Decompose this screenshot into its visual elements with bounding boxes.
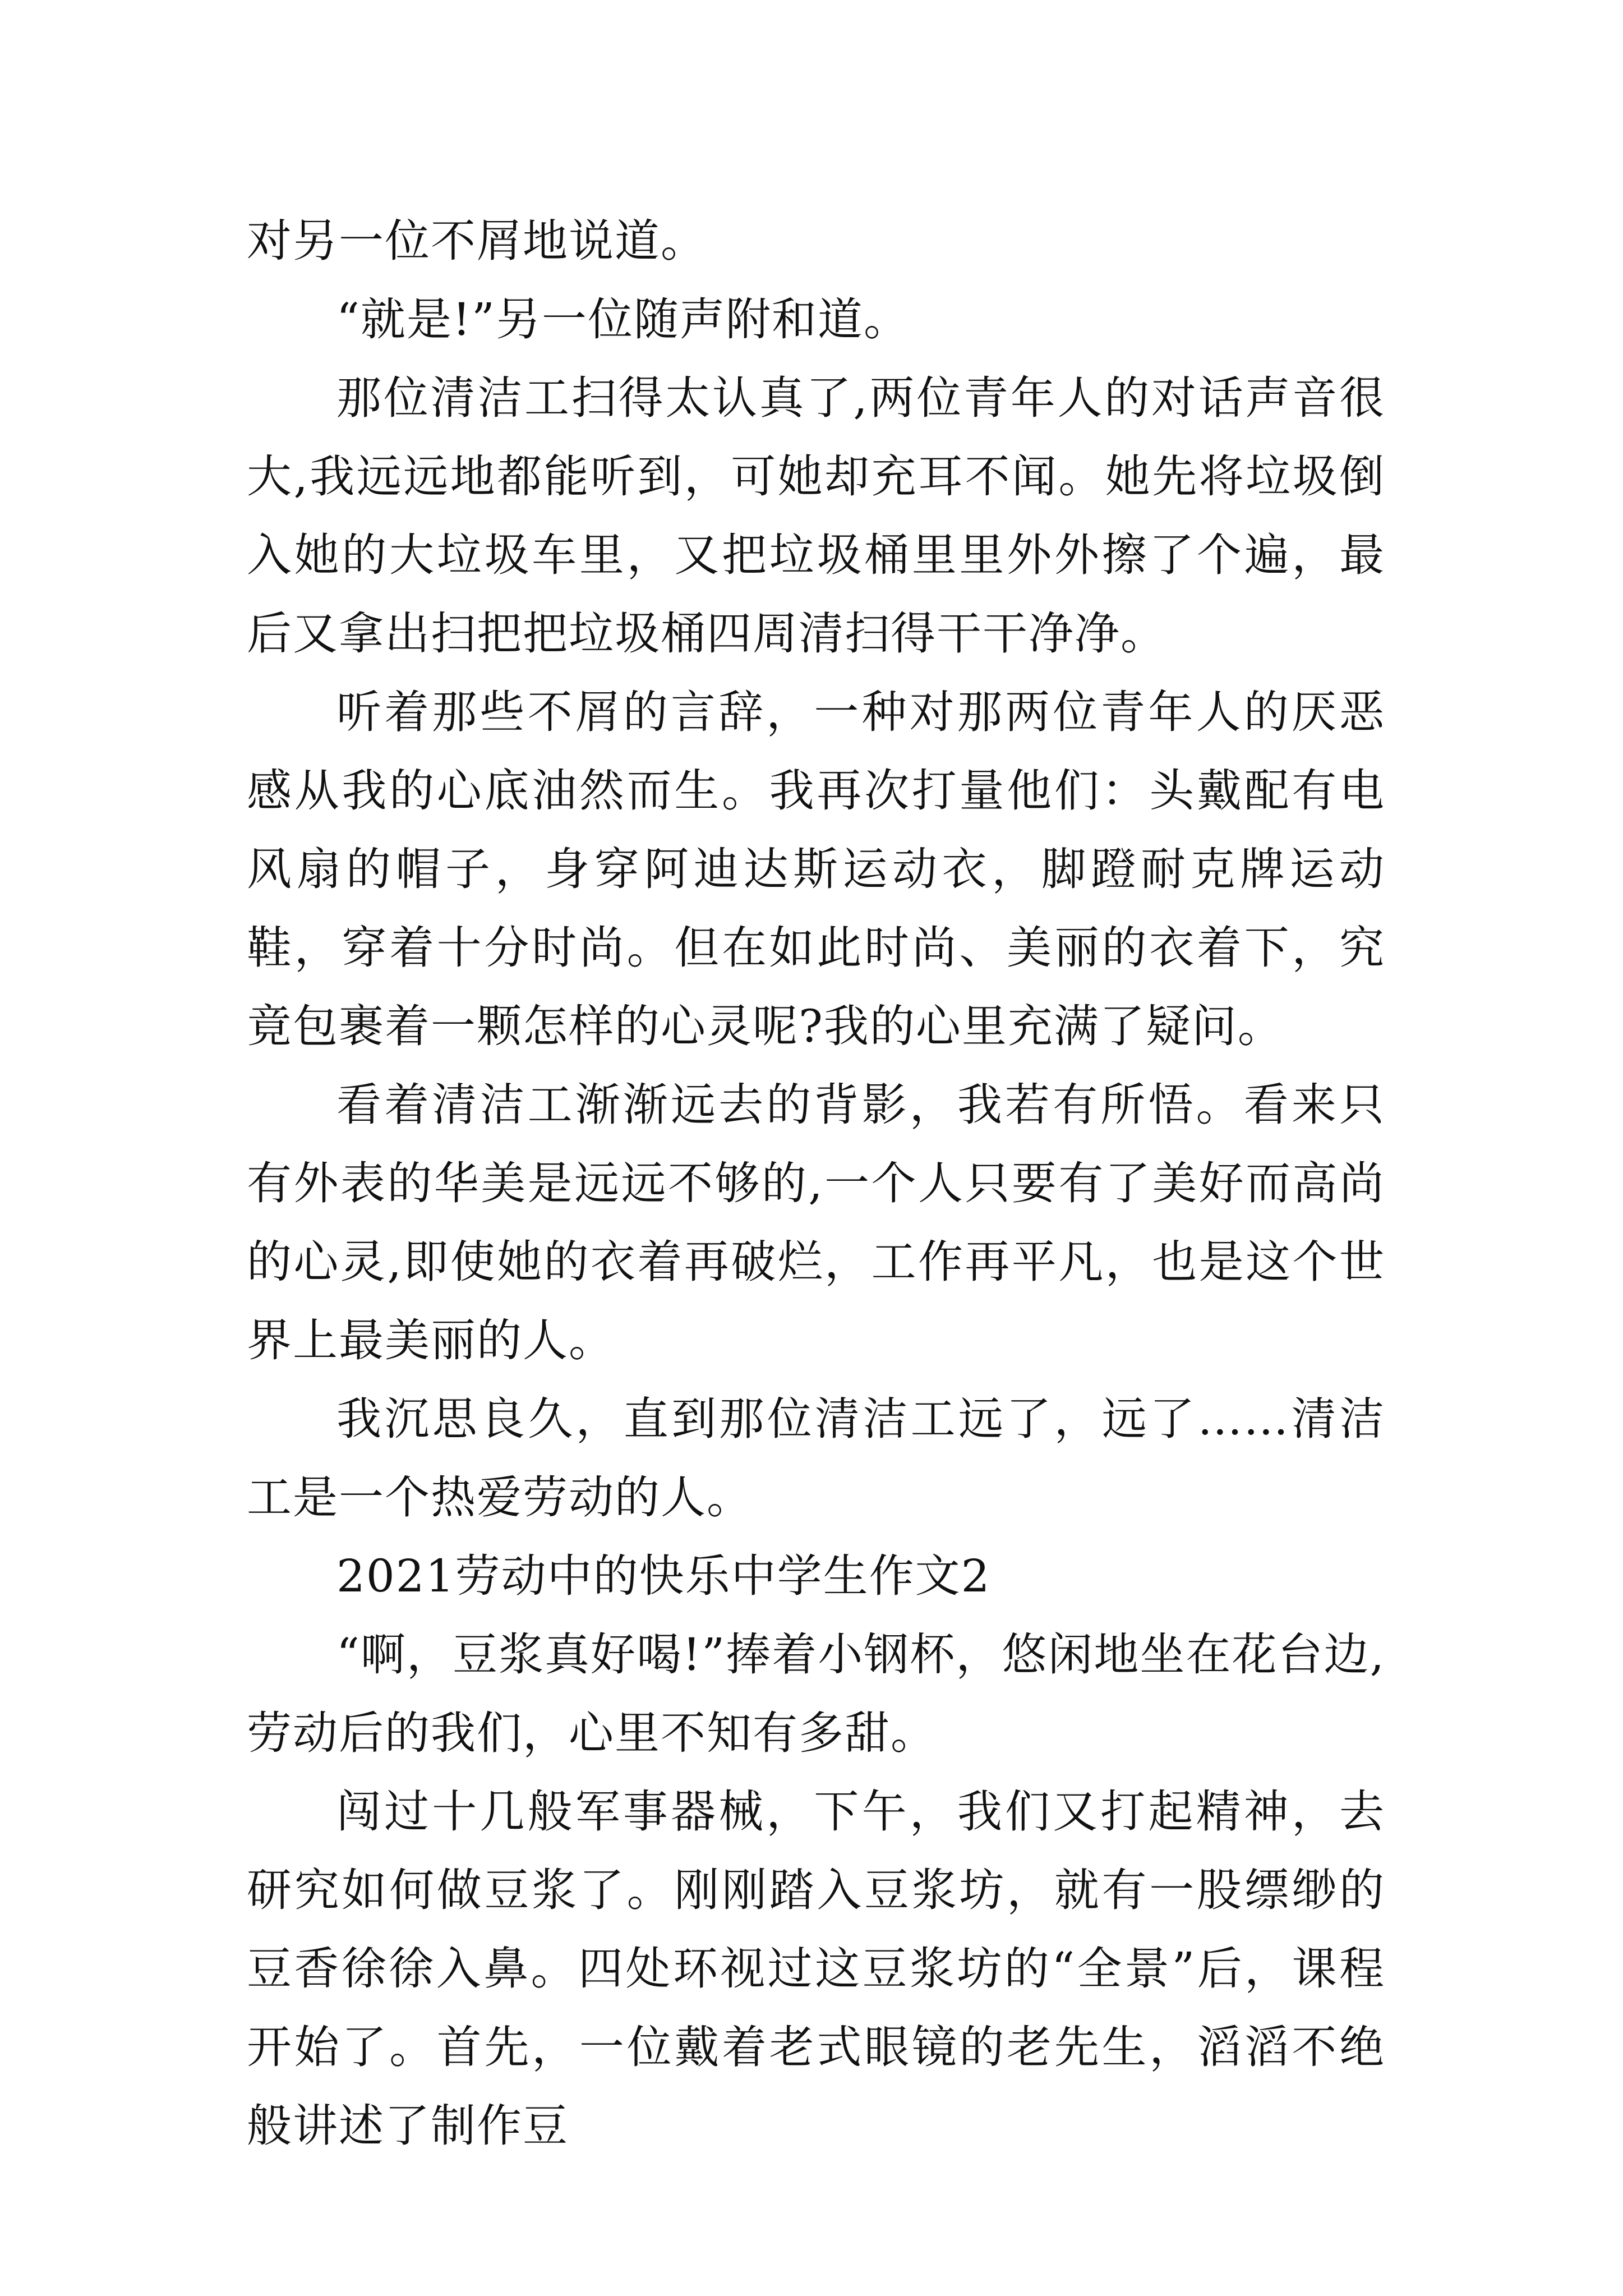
paragraph: 那位清洁工扫得太认真了,两位青年人的对话声音很大,我远远地都能听到，可她却充耳不闻。她先将垃圾倒入她的大垃圾车里，又把垃圾桶里里外外擦了个遍，最后又拿出扫把把垃圾桶四周清扫得干干净净。 (247, 372, 1385, 660)
paragraph: 对另一位不屑地说道。 (247, 215, 707, 267)
paragraph: 闯过十几般军事器械，下午，我们又打起精神，去研究如何做豆浆了。刚刚踏入豆浆坊，就有一股缥缈的豆香徐徐入鼻。四处环视过这豆浆坊的“全景”后，课程开始了。首先，一位戴着老式眼镜的老先生，滔滔不绝般讲述了制作豆 (247, 1786, 1385, 2152)
paragraph: 看着清洁工渐渐远去的背影，我若有所悟。看来只有外表的华美是远远不够的,一个人只要有了美好而高尚的心灵,即使她的衣着再破烂，工作再平凡，也是这个世界上最美丽的人。 (247, 1079, 1385, 1366)
section-heading: 2021劳动中的快乐中学生作文2 (336, 1550, 991, 1602)
paragraph: 听着那些不屑的言辞，一种对那两位青年人的厌恶感从我的心底油然而生。我再次打量他们：头戴配有电风扇的帽子，身穿阿迪达斯运动衣，脚蹬耐克牌运动鞋，穿着十分时尚。但在如此时尚、美丽的衣着下，究竟包裹着一颗怎样的心灵呢?我的心里充满了疑问。 (247, 686, 1385, 1052)
paragraph: 我沉思良久，直到那位清洁工远了，远了……清洁工是一个热爱劳动的人。 (247, 1393, 1385, 1524)
body-text (247, 202, 1385, 2165)
paragraph: “就是!”另一位随声附和道。 (336, 293, 910, 346)
paragraph: “啊，豆浆真好喝!”捧着小钢杯，悠闲地坐在花台边,劳动后的我们，心里不知有多甜。 (247, 1628, 1385, 1759)
